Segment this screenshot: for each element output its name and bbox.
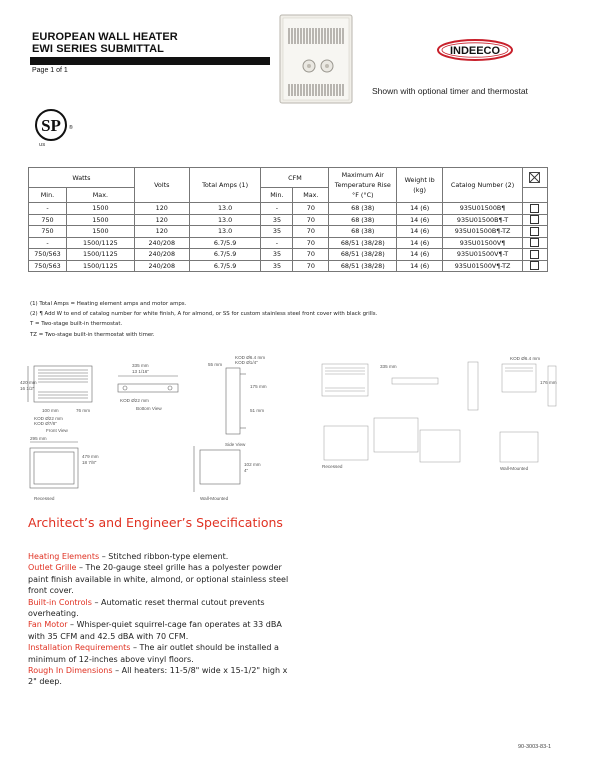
cell-weight: 14 (6) (397, 214, 443, 226)
dim-335-in: 13 1/16" (132, 369, 149, 374)
cell-catalog: 935U01500V¶-T (443, 249, 523, 261)
dimension-drawings (20, 354, 580, 504)
cell-cfmmin: 35 (261, 214, 293, 226)
cell-rise: 68 (38) (329, 226, 397, 238)
cell-rise: 68/51 (38/28) (329, 237, 397, 249)
table-body (29, 203, 548, 272)
cell-catalog: 935U01500B¶-TZ (443, 226, 523, 238)
cell-cfmmin: - (261, 203, 293, 215)
architect-specifications-title: Architect’s and Engineer’s Specifications (28, 515, 283, 530)
cell-rise: 68 (38) (329, 203, 397, 215)
csa-registered: ® (69, 125, 73, 131)
cell-cfmmax: 70 (293, 237, 329, 249)
cell-volts: 240/208 (134, 260, 189, 272)
note-1: (1) Total Amps = Heating element amps and motor amps. (30, 301, 187, 307)
table-row (29, 203, 548, 215)
spec-rough-in-dimensions: Rough In Dimensions – All heaters: 11-5/8" wide x 15-1/2" high x 2" deep. (28, 666, 288, 687)
recessed-dim-479: 479 mm (82, 454, 99, 459)
note-4: TZ = Two-stage built-in thermostat with timer. (30, 331, 155, 338)
cell-amps: 6.7/5.9 (189, 260, 261, 272)
csa-letters: SP (41, 116, 61, 135)
cell-volts: 120 (134, 214, 189, 226)
logo-text: INDEECO (449, 45, 501, 57)
side-view-drawing (226, 368, 246, 434)
header-rule (30, 57, 270, 65)
recessed-dim-479-in: 18 7/8" (82, 460, 97, 465)
dim-420: 420 mm (20, 380, 37, 385)
cell-volts: 240/208 (134, 249, 189, 261)
cell-cfmmax: 70 (293, 260, 329, 272)
product-caption: Shown with optional timer and thermostat (372, 86, 528, 96)
specifications-table (28, 167, 548, 272)
cfm-max-header: Max. (293, 188, 329, 203)
watts-max-header: Max. (66, 188, 134, 203)
cell-weight: 14 (6) (397, 249, 443, 261)
cell-cfmmax: 70 (293, 203, 329, 215)
cell-cfmmax: 70 (293, 226, 329, 238)
cell-cfmmin: - (261, 237, 293, 249)
cell-wmax: 1500/1125 (66, 249, 134, 261)
cell-volts: 120 (134, 226, 189, 238)
heater-product-image (279, 14, 353, 104)
dim-kod22: KOD Ø22 mm (34, 416, 63, 421)
page-label: Page 1 of 1 (32, 67, 68, 74)
recessed-drawing (30, 442, 78, 488)
cell-weight: 14 (6) (397, 203, 443, 215)
spec-installation-requirements: Installation Requirements – The air outlet should be installed a minimum of 12-inches above vinyl floors. (28, 643, 279, 664)
cell-catalog: 935U01500V¶-TZ (443, 260, 523, 272)
cell-amps: 13.0 (189, 214, 261, 226)
note-3: T = Two-stage built-in thermostat. (30, 321, 123, 328)
cell-wmax: 1500 (66, 214, 134, 226)
cell-weight: 14 (6) (397, 237, 443, 249)
right-wall-label: Wall-Mounted (500, 466, 529, 471)
catalog-checkbox[interactable] (530, 261, 539, 270)
right-drawings (322, 362, 556, 462)
cell-rise: 68/51 (38/28) (329, 249, 397, 261)
dim-kod64: KOD Ø6.4 mm (235, 355, 266, 360)
cell-amps: 13.0 (189, 203, 261, 215)
cell-wmin: 750 (29, 214, 67, 226)
cell-cfmmin: 35 (261, 226, 293, 238)
cell-wmax: 1500/1125 (66, 260, 134, 272)
bottom-kod22: KOD Ø22 mm (120, 398, 149, 403)
dim-175: 175 mm (250, 384, 267, 389)
bottom-view-drawing (118, 376, 178, 392)
cell-amps: 6.7/5.9 (189, 249, 261, 261)
amps-header: Total Amps (1) (189, 168, 261, 203)
table-row (29, 237, 548, 249)
catalog-checkbox[interactable] (530, 215, 539, 224)
right-dim-176: 176 mm (540, 380, 557, 385)
select-cell[interactable] (522, 260, 547, 272)
catalog-checkbox[interactable] (530, 204, 539, 213)
catalog-checkbox[interactable] (530, 238, 539, 247)
cell-cfmmax: 70 (293, 249, 329, 261)
cell-amps: 6.7/5.9 (189, 237, 261, 249)
table-row (29, 226, 548, 238)
cfm-header: CFM (261, 168, 329, 188)
cell-wmax: 1500 (66, 226, 134, 238)
note-2: (2) ¶ Add W to end of catalog number for white finish, A for almond, or SS for custom stainless steel front cover with black grills. (30, 311, 378, 318)
front-view-label: Front View (46, 428, 68, 433)
csa-certification-mark (33, 105, 73, 149)
volts-header: Volts (134, 168, 189, 203)
cell-wmax: 1500 (66, 203, 134, 215)
wall-mounted-drawing (194, 446, 240, 492)
document-number: 90-3003-83-1 (518, 744, 552, 750)
select-all-cell[interactable] (522, 168, 547, 188)
right-dim-335: 335 mm (380, 364, 397, 369)
cell-wmin: 750 (29, 226, 67, 238)
right-dim-kod64: KOD Ø6.4 mm (510, 356, 541, 361)
recessed-dim-295: 295 mm (30, 436, 47, 441)
cell-wmax: 1500/1125 (66, 237, 134, 249)
catalog-header: Catalog Number (2) (443, 168, 523, 203)
spec-outlet-grille: Outlet Grille – The 20-gauge steel grille has a polyester powder paint finish available in white, almond, or optional stainless steel front cover. (28, 563, 289, 596)
wall-dim-102-in: 4" (244, 468, 249, 473)
dim-kod14: KOD Ø1/4" (235, 360, 258, 365)
cell-cfmmax: 70 (293, 214, 329, 226)
catalog-checkbox[interactable] (530, 227, 539, 236)
select-cell[interactable] (522, 214, 547, 226)
recessed-label: Recessed (34, 496, 55, 501)
watts-header: Watts (29, 168, 135, 188)
dim-76: 76 mm (76, 408, 91, 413)
dim-100: 100 mm (42, 408, 59, 413)
cell-wmin: 750/563 (29, 249, 67, 261)
table-row (29, 249, 548, 261)
select-cell[interactable] (522, 249, 547, 261)
bottom-view-label: Bottom View (136, 406, 162, 411)
cell-weight: 14 (6) (397, 226, 443, 238)
temp-rise-header: Maximum Air Temperature Rise °F (°C) (329, 168, 397, 203)
dim-55: 55 mm (208, 362, 223, 367)
wall-mounted-label: Wall-Mounted (200, 496, 229, 501)
select-cell[interactable] (522, 237, 547, 249)
document-title (32, 31, 178, 55)
indeeco-logo (437, 39, 513, 61)
cell-catalog: 935U01500B¶-T (443, 214, 523, 226)
dim-420-in: 16 1/2" (20, 386, 35, 391)
dim-335: 335 mm (132, 363, 149, 368)
select-cell[interactable] (522, 203, 547, 215)
front-view-drawing (28, 366, 92, 402)
cfm-min-header: Min. (261, 188, 293, 203)
spec-built-in-controls: Built-in Controls – Automatic reset thermal cutout prevents overheating. (28, 597, 265, 619)
watts-min-header: Min. (29, 188, 67, 203)
right-recessed-label: Recessed (322, 464, 343, 469)
cell-volts: 120 (134, 203, 189, 215)
title-line-1: EUROPEAN WALL HEATER (32, 31, 178, 43)
title-line-2: EWI SERIES SUBMITTAL (32, 43, 164, 55)
cell-catalog: 935U01500V¶ (443, 237, 523, 249)
cell-rise: 68 (38) (329, 214, 397, 226)
table-row (29, 260, 548, 272)
cell-wmin: - (29, 237, 67, 249)
cell-amps: 13.0 (189, 226, 261, 238)
catalog-checkbox[interactable] (530, 250, 539, 259)
spec-heating-elements: Heating Elements – Stitched ribbon-type element. (28, 552, 229, 561)
table-notes (30, 299, 377, 340)
cell-catalog: 935U01500B¶ (443, 203, 523, 215)
dim-kod78: KOD Ø7/8" (34, 421, 57, 426)
dim-51: 51 mm (250, 408, 265, 413)
cell-cfmmin: 35 (261, 260, 293, 272)
cell-wmin: 750/563 (29, 260, 67, 272)
spec-fan-motor: Fan Motor – Whisper-quiet squirrel-cage fan operates at 33 dBA with 35 CFM and 42.5 dBA with 70 CFM. (28, 620, 282, 641)
cell-wmin: - (29, 203, 67, 215)
select-cell[interactable] (522, 226, 547, 238)
cell-rise: 68/51 (38/28) (329, 260, 397, 272)
cell-cfmmin: 35 (261, 249, 293, 261)
wall-dim-102: 102 mm (244, 462, 261, 467)
side-view-label: Side View (225, 442, 246, 447)
weight-header: Weight lb (kg) (397, 168, 443, 203)
cell-volts: 240/208 (134, 237, 189, 249)
specification-list (28, 551, 293, 688)
checked-box-icon[interactable] (529, 172, 540, 183)
table-row (29, 214, 548, 226)
csa-us: US (39, 142, 46, 147)
cell-weight: 14 (6) (397, 260, 443, 272)
